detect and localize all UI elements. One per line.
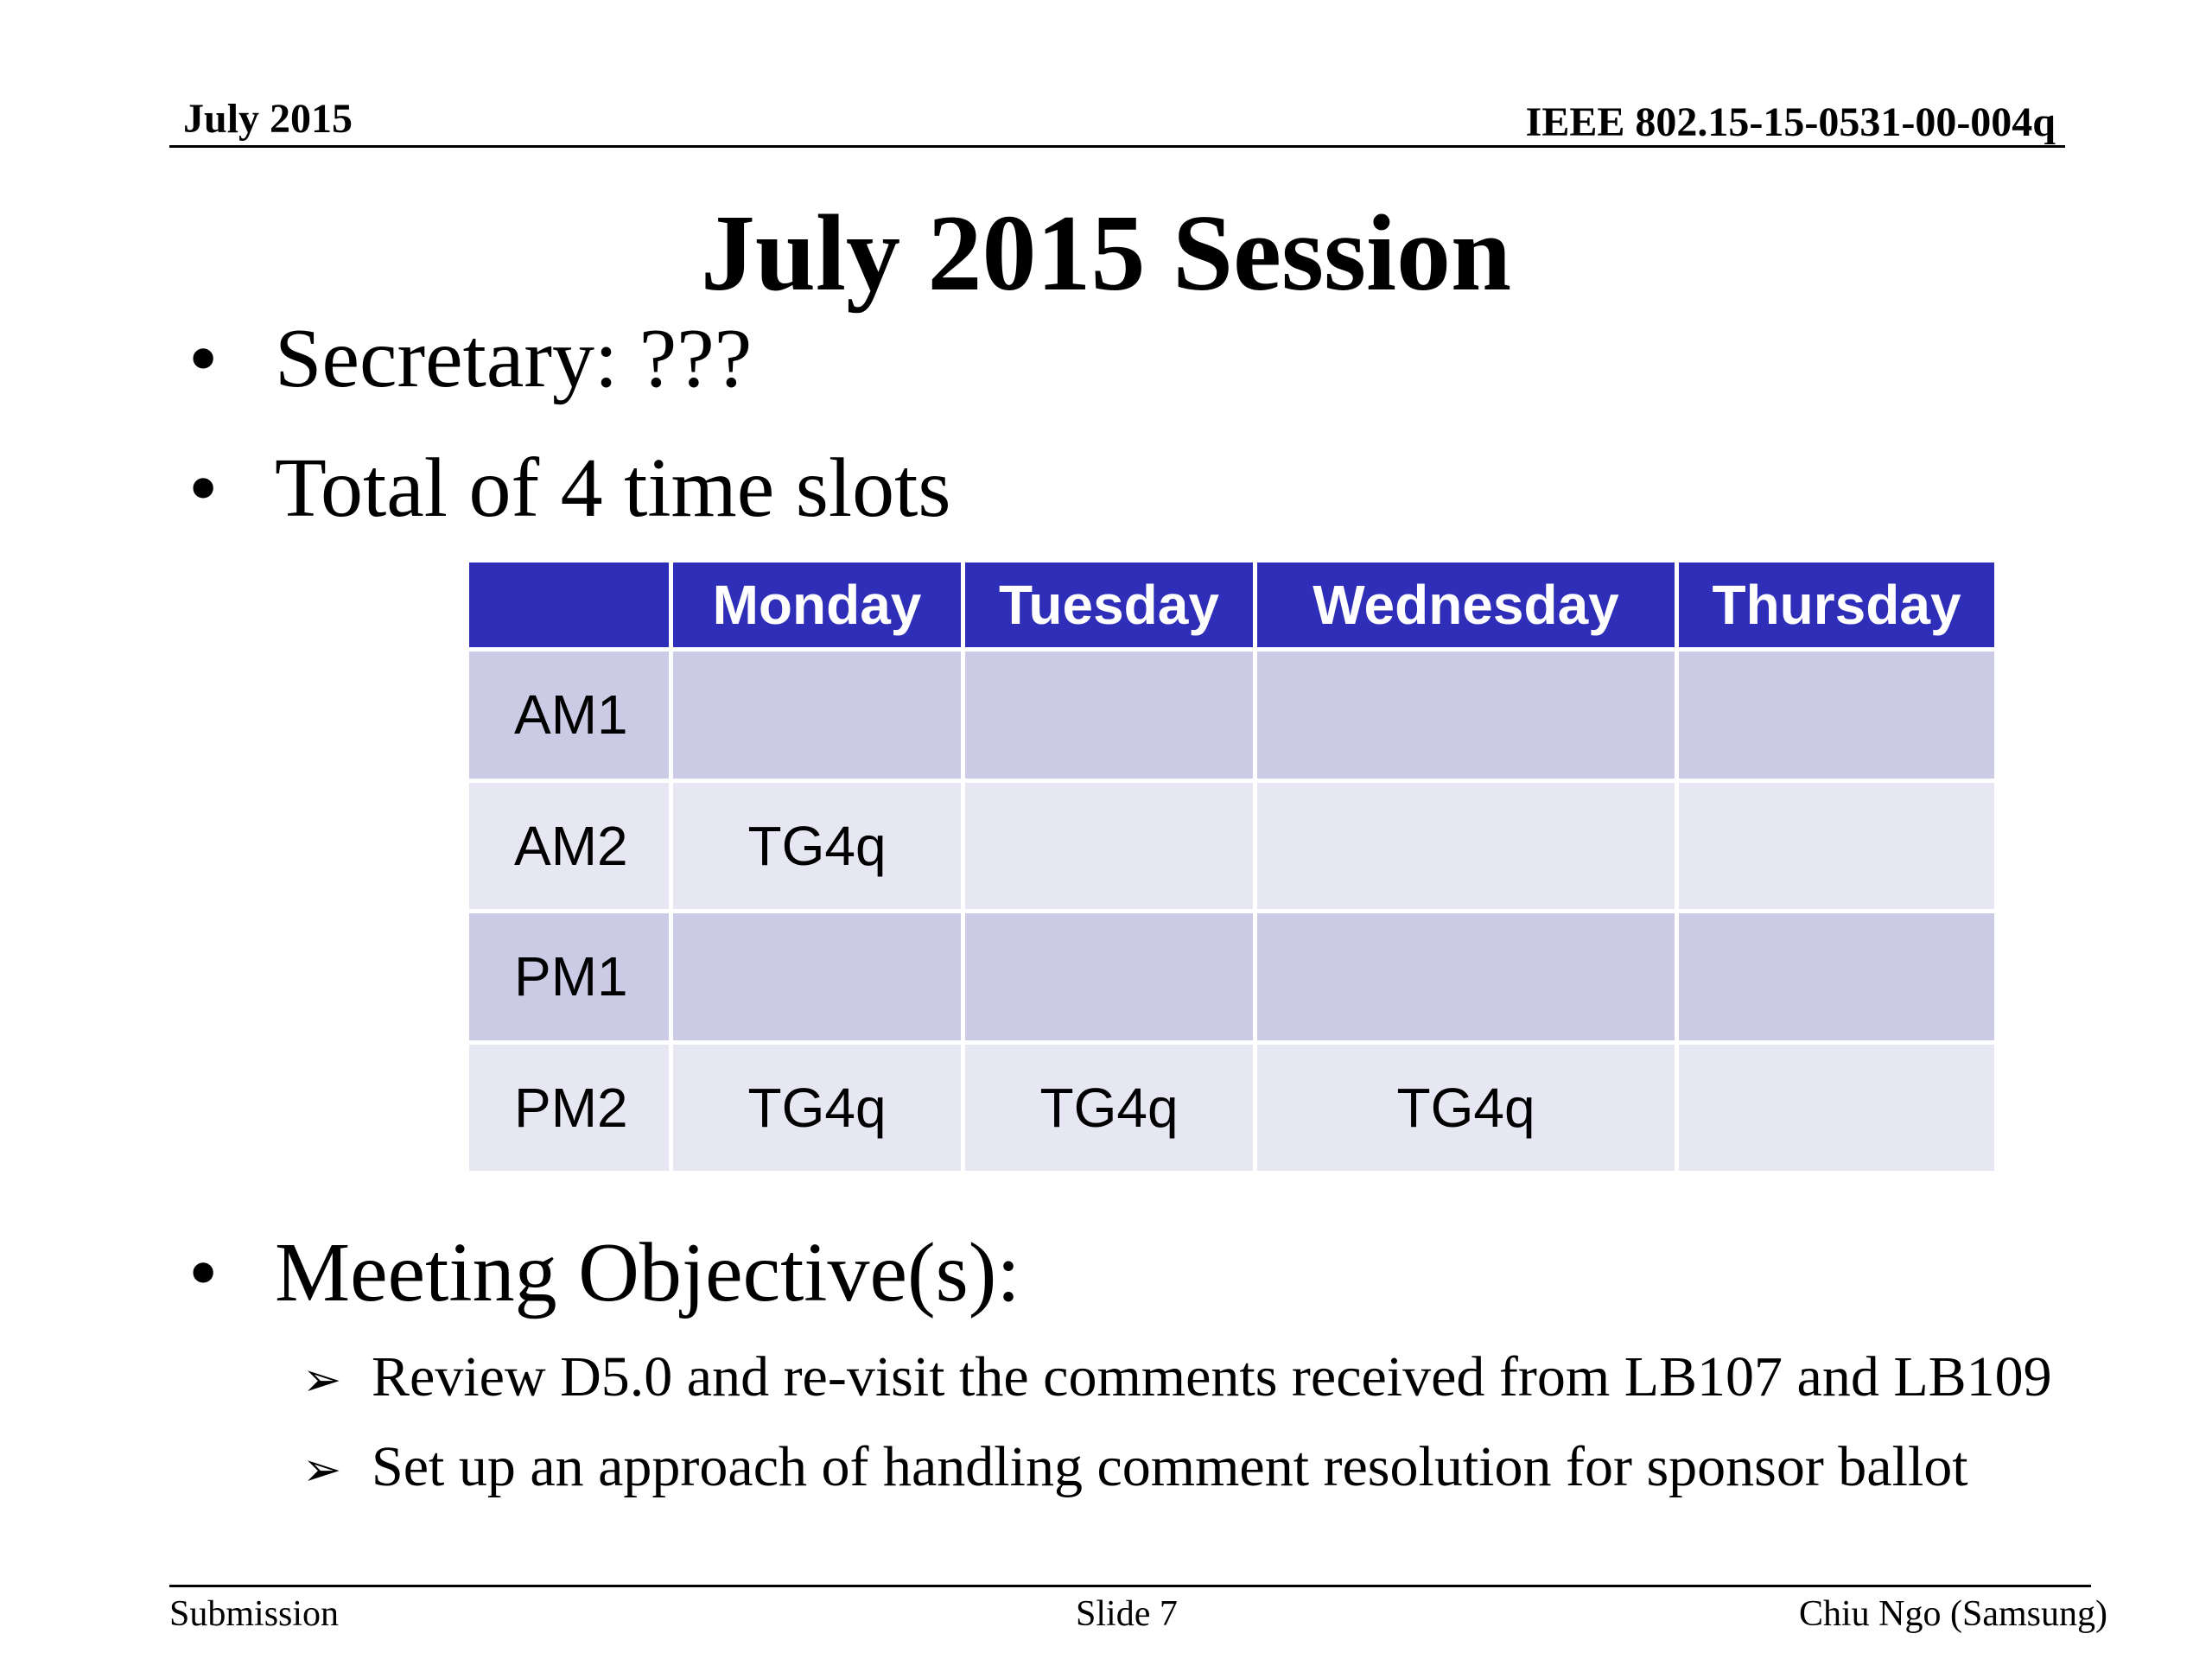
schedule-header-tuesday: Tuesday <box>963 561 1255 650</box>
bullet-slots <box>188 442 951 536</box>
schedule-row-am1 <box>467 650 1997 781</box>
schedule-cell <box>963 912 1255 1043</box>
bullet-secretary <box>188 313 752 406</box>
schedule-row-pm1 <box>467 912 1997 1043</box>
schedule-row-label: AM1 <box>467 650 671 781</box>
schedule-cell <box>1677 1042 1997 1173</box>
schedule-row-label: AM2 <box>467 780 671 912</box>
schedule-table <box>465 558 1999 1175</box>
schedule-cell <box>671 650 963 781</box>
footer-submission: Submission <box>169 1594 340 1634</box>
schedule-cell <box>1255 650 1677 781</box>
sub-bullet-text: Review D5.0 and re-visit the comments received from LB107 and LB109 <box>372 1345 2052 1408</box>
schedule-header-monday: Monday <box>671 561 963 650</box>
schedule-cell: TG4q <box>963 1042 1255 1173</box>
schedule-row-pm2 <box>467 1042 1997 1173</box>
bullet-dot: • <box>188 1226 219 1319</box>
sub-bullet-text: Set up an approach of handling comment resolution for sponsor ballot <box>372 1435 1968 1498</box>
footer-slide-number: Slide 7 <box>1076 1594 1178 1634</box>
schedule-cell <box>1677 780 1997 912</box>
schedule-cell: TG4q <box>671 780 963 912</box>
arrow-bullet-icon: ➢ <box>302 1442 342 1497</box>
schedule-header-corner <box>467 561 671 650</box>
header-divider <box>169 145 2065 148</box>
bullet-secretary-text: Secretary: ??? <box>275 312 753 405</box>
header-doc-id: IEEE 802.15-15-0531-00-004q <box>1525 99 2056 145</box>
schedule-row-label: PM2 <box>467 1042 671 1173</box>
schedule-cell <box>1255 912 1677 1043</box>
schedule-header-wednesday: Wednesday <box>1255 561 1677 650</box>
schedule-row-label: PM1 <box>467 912 671 1043</box>
bullet-dot: • <box>188 312 219 405</box>
header-date: July 2015 <box>183 96 353 142</box>
footer-author: Chiu Ngo (Samsung) <box>1799 1594 2107 1634</box>
schedule-cell: TG4q <box>671 1042 963 1173</box>
schedule-cell <box>671 912 963 1043</box>
footer-divider <box>169 1585 2091 1587</box>
schedule-cell: TG4q <box>1255 1042 1677 1173</box>
schedule-row-am2 <box>467 780 1997 912</box>
bullet-slots-text: Total of 4 time slots <box>275 442 951 535</box>
bullet-objectives <box>188 1227 1020 1320</box>
schedule-header-row <box>467 561 1997 650</box>
sub-bullet-review <box>302 1346 2052 1409</box>
sub-bullet-approach <box>302 1436 1968 1499</box>
slide-title: July 2015 Session <box>700 194 1512 314</box>
schedule-cell <box>1677 650 1997 781</box>
arrow-bullet-icon: ➢ <box>302 1352 342 1407</box>
schedule-cell <box>1255 780 1677 912</box>
bullet-objectives-text: Meeting Objective(s): <box>275 1226 1020 1319</box>
schedule-cell <box>963 650 1255 781</box>
schedule-cell <box>1677 912 1997 1043</box>
schedule-cell <box>963 780 1255 912</box>
schedule-header-thursday: Thursday <box>1677 561 1997 650</box>
bullet-dot: • <box>188 442 219 535</box>
